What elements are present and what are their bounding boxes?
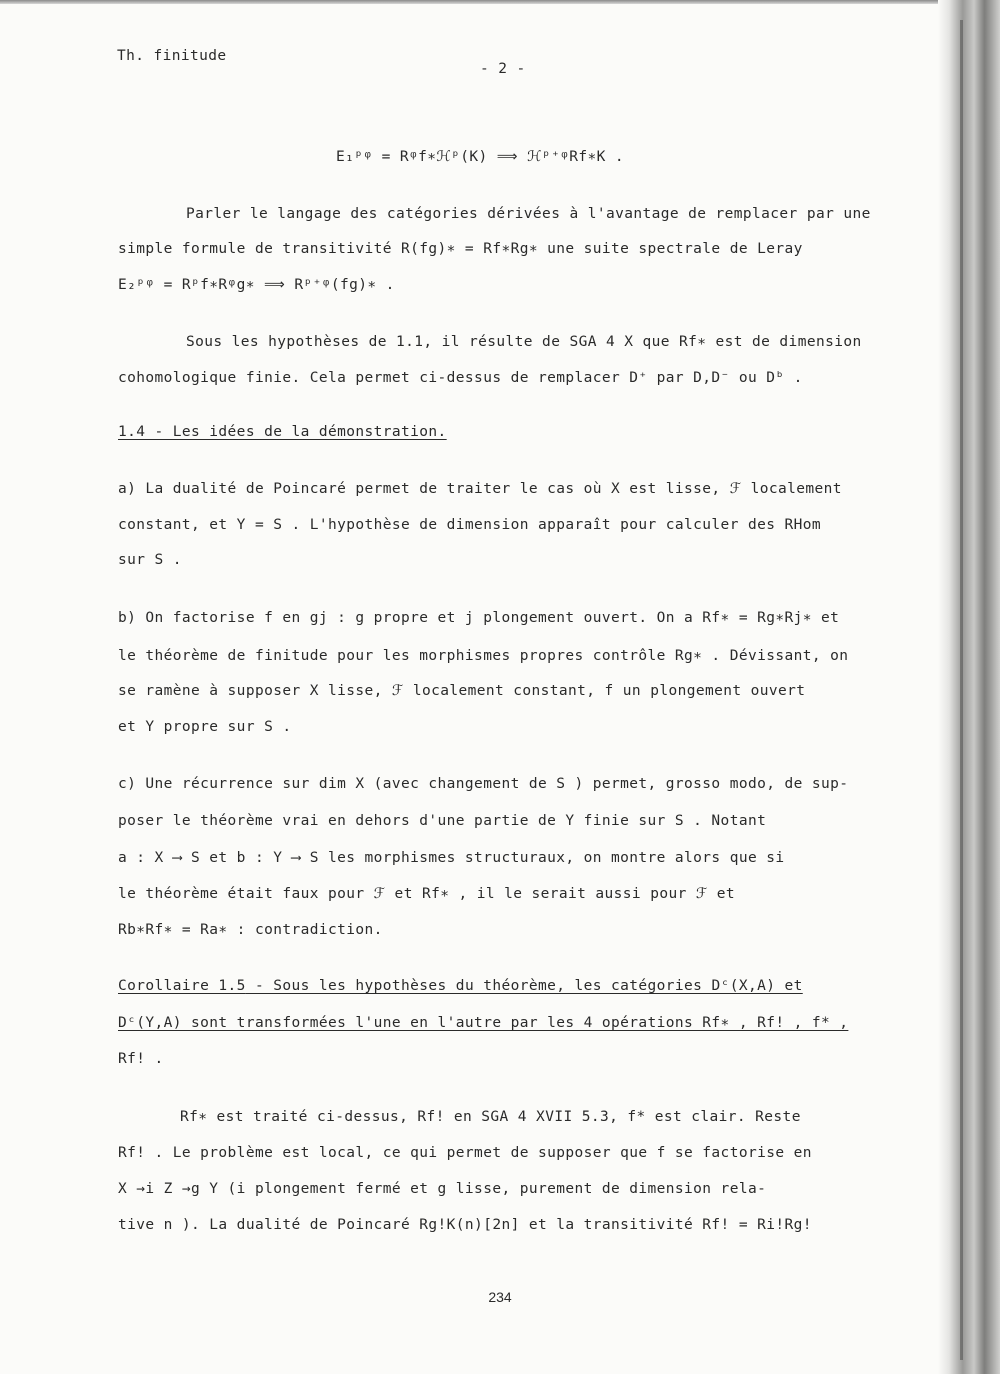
page-number: 234 [488,1289,512,1305]
final-para-line: tive n ). La dualité de Poincaré Rg!K(n)[2n] et la transitivité Rf! = Ri!Rg! [118,1217,812,1233]
scan-binding-edge [938,0,1000,1374]
section-heading: 1.4 - Les idées de la démonstration. [118,424,447,440]
para2-line: cohomologique finie. Cela permet ci-dessus de remplacer D⁺ par D,D⁻ ou Dᵇ . [118,370,803,386]
final-para-line: Rf! . Le problème est local, ce qui permet de supposer que f se factorise en [118,1145,812,1161]
item-a-line: a) La dualité de Poincaré permet de traiter le cas où X est lisse, ℱ localement [118,481,842,497]
para1-line: Parler le langage des catégories dérivées à l'avantage de remplacer par une [186,206,871,222]
item-a-line: sur S . [118,552,182,568]
final-para-line: Rf∗ est traité ci-dessus, Rf! en SGA 4 XVII 5.3, f* est clair. Reste [180,1109,801,1125]
item-c-line: a : X ⟶ S et b : Y ⟶ S les morphismes structuraux, on montre alors que si [118,850,785,866]
item-a-line: constant, et Y = S . L'hypothèse de dimension apparaît pour calculer des RHom [118,517,821,533]
corollary-text: - Sous les hypothèses du théorème, les catégories Dᶜ(X,A) et [245,978,803,994]
item-c-line: Rb∗Rf∗ = Ra∗ : contradiction. [118,922,383,938]
para1-line: E₂ᵖᵠ = Rᵖf∗Rᵠg∗ ⟹ Rᵖ⁺ᵠ(fg)∗ . [118,277,395,293]
para2-line: Sous les hypothèses de 1.1, il résulte de SGA 4 X que Rf∗ est de dimension [186,334,862,350]
para1-line: simple formule de transitivité R(fg)∗ = Rf∗Rg∗ une suite spectrale de Leray [118,241,803,257]
item-c-line: poser le théorème vrai en dehors d'une partie de Y finie sur S . Notant [118,813,767,829]
formula-top: E₁ᵖᵠ = Rᵠf∗ℋᵖ(K) ⟹ ℋᵖ⁺ᵠRf∗K . [336,149,624,165]
running-title: Th. finitude [117,48,227,64]
item-b-line: et Y propre sur S . [118,719,292,735]
corollary-line: Rf! . [118,1051,164,1067]
item-b-line: b) On factorise f en gj : g propre et j plongement ouvert. On a Rf∗ = Rg∗Rj∗ et [118,610,840,626]
item-b-line: se ramène à supposer X lisse, ℱ localement constant, f un plongement ouvert [118,683,806,699]
page-marker: - 2 - [480,61,526,77]
item-b-line: le théorème de finitude pour les morphismes propres contrôle Rg∗ . Dévissant, on [118,648,849,664]
item-c-line: le théorème était faux pour ℱ et Rf∗ , il le serait aussi pour ℱ et [118,886,736,902]
corollary-line: Dᶜ(Y,A) sont transformées l'une en l'autre par les 4 opérations Rf∗ , Rf! , f* , [118,1015,849,1031]
scan-top-edge [0,0,1000,4]
item-c-line: c) Une récurrence sur dim X (avec changement de S ) permet, grosso modo, de sup- [118,776,849,792]
final-para-line: X →i Z →g Y (i plongement fermé et g lisse, purement de dimension rela- [118,1181,767,1197]
corollary-first-line [118,977,803,995]
corollary-label: Corollaire 1.5 [118,978,246,994]
